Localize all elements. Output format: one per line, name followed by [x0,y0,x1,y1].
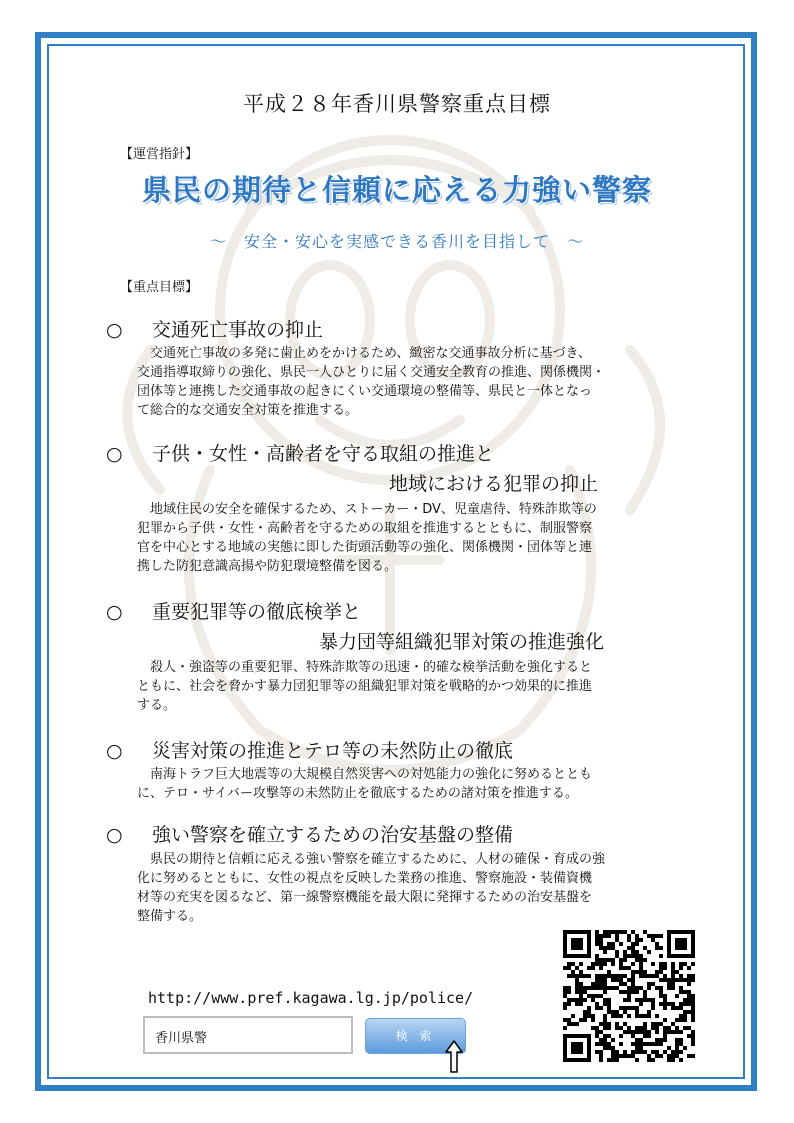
goal-title: 交通死亡事故の抑止 [152,319,324,341]
document-title: 平成２８年香川県警察重点目標 [243,92,551,116]
website-url[interactable]: http://www.pref.kagawa.lg.jp/police/ [148,989,474,1007]
body-line: 材等の充実を図るなど、第一線警察機能を最大限に発揮するための治安基盤を [137,890,593,905]
goal-heading [106,820,513,847]
bullet-circle: ○ [106,319,123,341]
body-line: 殺人・強盗等の重要犯罪、特殊詐欺等の迅速・的確な検挙活動を強化すると [150,660,593,675]
bullet-circle: ○ [106,443,123,465]
bullet-circle: ○ [106,824,123,846]
goal-body [137,344,703,420]
search-button[interactable]: 検 索 [365,1018,466,1054]
goal-heading [106,736,513,763]
search-input[interactable]: 香川県警 [143,1016,353,1054]
goal-title-continued: 地域における犯罪の抑止 [389,473,599,495]
body-line: 犯罪から子供・女性・高齢者を守るための取組を推進するとともに、制服警察 [137,521,593,536]
goal-body [137,765,703,803]
policy-subtitle: ～ 安全・安心を実感できる香川を目指して ～ [209,232,584,251]
body-line: 県民の期待と信頼に応える強い警察を確立するために、人材の確保・育成の強 [150,852,606,867]
body-line: て総合的な交通安全対策を推進する。 [137,403,359,418]
goals-label: 【重点目標】 [120,280,199,295]
body-line: 化に努めるとともに、女性の視点を反映した業務の推進、警察施設・装備資機 [137,871,593,886]
goal-title: 強い警察を確立するための治安基盤の整備 [152,824,514,846]
body-line: する。 [137,698,177,713]
goal-heading [106,597,361,624]
goal-heading [106,439,494,466]
goal-title-continued: 暴力団等組織犯罪対策の推進強化 [319,631,605,653]
goal-body [137,850,703,926]
body-line: 官を中心とする地域の実態に即した街頭活動等の強化、関係機関・団体等と連 [137,540,593,555]
policy-label: 【運営指針】 [120,147,199,162]
body-line: 南海トラフ巨大地震等の大規模自然災害への対処能力の強化に努めるととも [150,767,593,782]
body-line: 団体等と連携した交通事故の起きにくい交通環境の整備等、県民と一体となっ [137,384,593,399]
body-line: 整備する。 [137,909,203,924]
goal-body [137,500,703,576]
bullet-circle: ○ [106,740,123,762]
body-line: 携した防犯意識高揚や防犯環境整備を図る。 [137,559,398,574]
bullet-circle: ○ [106,601,123,623]
body-line: 地域住民の安全を確保するため、ストーカー・DV、児童虐待、特殊詐欺等の [150,502,597,517]
goal-body [137,658,703,715]
body-line: ともに、社会を脅かす暴力団犯罪等の組織犯罪対策を戦略的かつ効果的に推進 [137,679,593,694]
body-line: に、テロ・サイバー攻撃等の未然防止を徹底するための諸対策を推進する。 [137,786,578,801]
mouse-cursor-icon [444,1040,464,1074]
qr-code-icon[interactable] [563,930,695,1062]
body-line: 交通指導取締りの強化、県民一人ひとりに届く交通安全教育の推進、関係機関・ [137,365,606,380]
goal-heading [106,315,323,342]
goal-title: 重要犯罪等の徹底検挙と [152,601,362,623]
body-line: 交通死亡事故の多発に歯止めをかけるため、緻密な交通事故分析に基づき、 [150,346,591,361]
goal-title: 災害対策の推進とテロ等の未然防止の徹底 [152,740,514,762]
goal-title: 子供・女性・高齢者を守る取組の推進と [152,443,495,465]
policy-headline: 県民の期待と信頼に応える力強い警察 [141,173,652,207]
